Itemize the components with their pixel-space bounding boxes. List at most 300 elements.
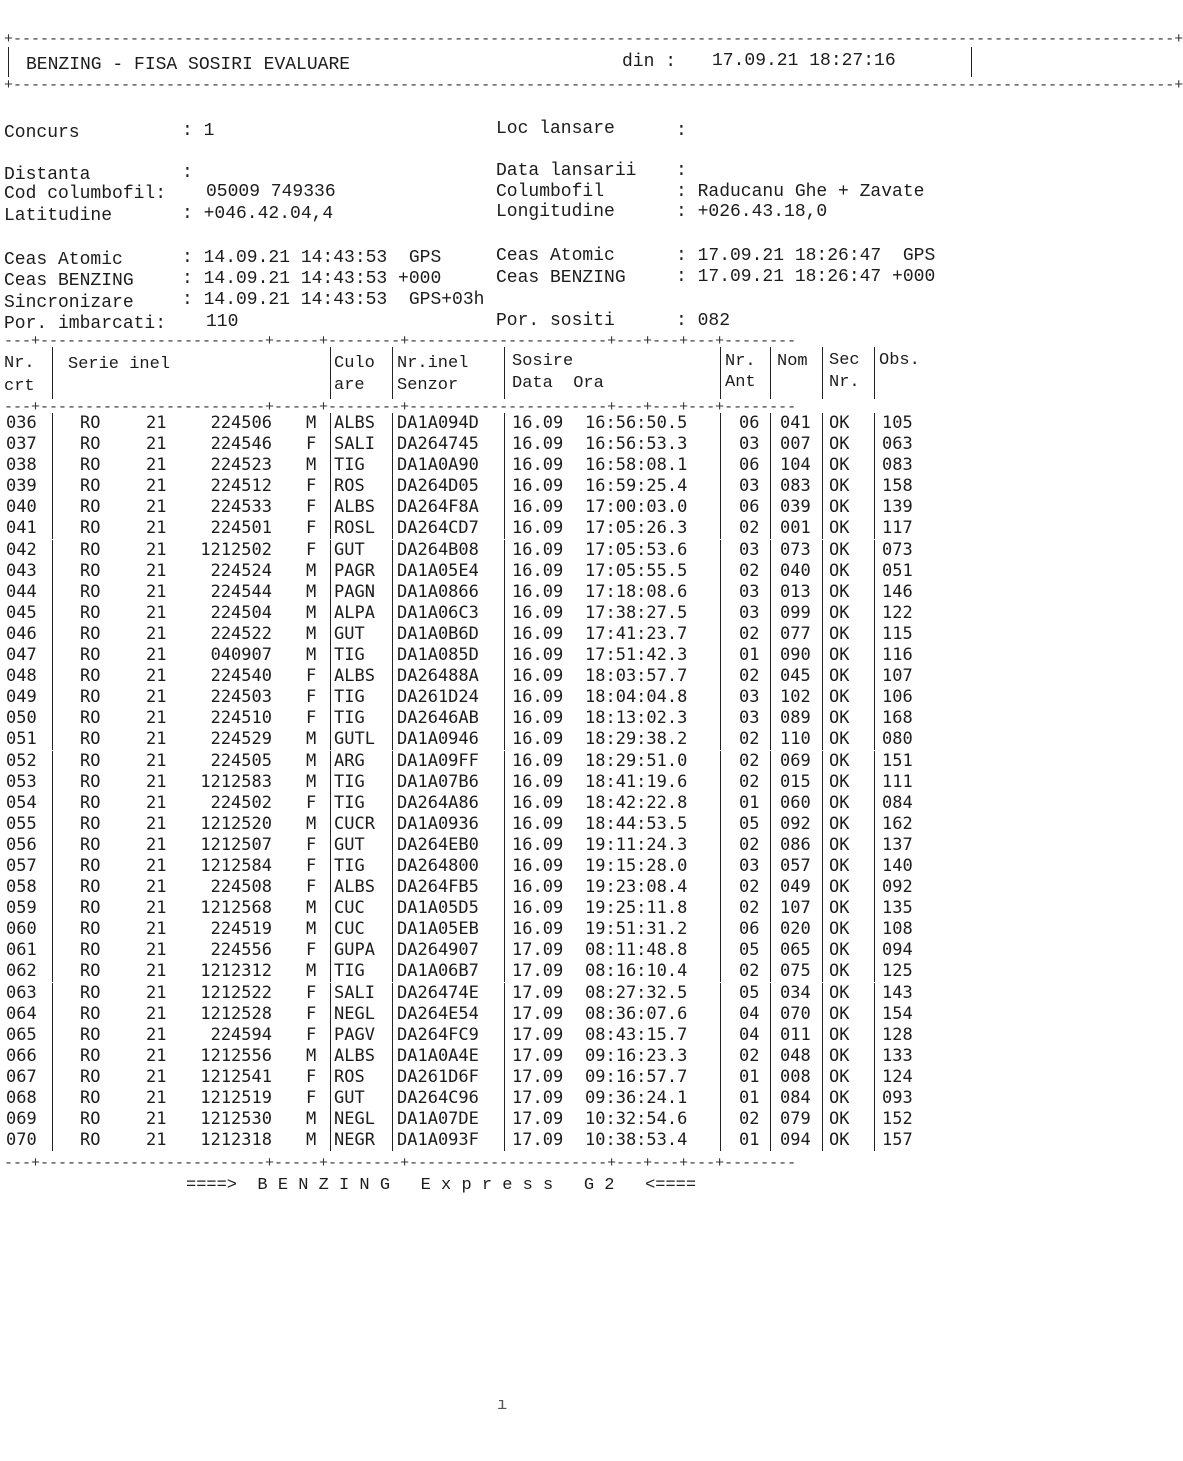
col-sec-line1: Sec bbox=[829, 351, 860, 370]
row-sec: OK bbox=[829, 623, 850, 644]
row-arrival-time: 17:05:26.3 bbox=[585, 518, 688, 539]
row-sex: F bbox=[306, 1024, 317, 1045]
row-arrival-time: 08:16:10.4 bbox=[585, 961, 688, 982]
row-obs: 154 bbox=[882, 1003, 913, 1024]
longitudine-value: : +026.43.18,0 bbox=[676, 202, 828, 222]
col-sosire-line1: Sosire bbox=[512, 352, 574, 371]
porumbei-imbarcati-label: Por. imbarcati: bbox=[4, 314, 167, 334]
row-arrival-date: 17.09 bbox=[512, 1045, 564, 1066]
row-separator-6 bbox=[770, 624, 771, 645]
longitudine-label: Longitudine bbox=[496, 202, 615, 222]
columbofil-label: Columbofil bbox=[496, 182, 605, 202]
row-nom: 020 bbox=[780, 919, 811, 940]
table-row bbox=[0, 541, 1024, 562]
row-nr: 048 bbox=[6, 666, 37, 687]
row-separator-6 bbox=[770, 1109, 771, 1130]
row-arrival-time: 18:13:02.3 bbox=[585, 708, 688, 729]
row-separator-4 bbox=[504, 983, 505, 1004]
row-sex: M bbox=[306, 581, 317, 602]
row-ring-number: 224544 bbox=[210, 581, 272, 602]
row-sec: OK bbox=[829, 518, 850, 539]
row-separator-7 bbox=[822, 961, 823, 982]
row-separator-7 bbox=[822, 540, 823, 561]
row-arrival-date: 16.09 bbox=[512, 898, 564, 919]
row-separator-6 bbox=[770, 455, 771, 476]
row-antenna: 06 bbox=[739, 919, 760, 940]
header-sep-2 bbox=[330, 347, 331, 399]
row-arrival-time: 18:29:38.2 bbox=[585, 729, 688, 750]
row-nom: 034 bbox=[780, 982, 811, 1003]
row-color: PAGN bbox=[334, 581, 375, 602]
row-separator-6 bbox=[770, 856, 771, 877]
row-nr: 065 bbox=[6, 1024, 37, 1045]
row-chip-id: DA264745 bbox=[397, 434, 479, 455]
row-nom: 045 bbox=[780, 666, 811, 687]
row-nr: 046 bbox=[6, 623, 37, 644]
row-separator-5 bbox=[720, 835, 721, 856]
row-separator-8 bbox=[874, 497, 875, 518]
row-sec: OK bbox=[829, 961, 850, 982]
row-arrival-time: 10:38:53.4 bbox=[585, 1130, 688, 1151]
table-row bbox=[0, 773, 1024, 794]
row-sec: OK bbox=[829, 602, 850, 623]
row-separator-3 bbox=[392, 518, 393, 539]
row-country: RO bbox=[80, 623, 101, 644]
row-antenna: 03 bbox=[739, 708, 760, 729]
row-separator-3 bbox=[392, 666, 393, 687]
row-arrival-date: 17.09 bbox=[512, 1109, 564, 1130]
row-separator-1 bbox=[52, 729, 53, 750]
row-separator-7 bbox=[822, 877, 823, 898]
row-arrival-time: 17:05:55.5 bbox=[585, 560, 688, 581]
row-separator-6 bbox=[770, 983, 771, 1004]
table-row bbox=[0, 962, 1024, 983]
row-separator-5 bbox=[720, 793, 721, 814]
row-separator-2 bbox=[330, 898, 331, 919]
row-arrival-date: 16.09 bbox=[512, 602, 564, 623]
row-separator-6 bbox=[770, 603, 771, 624]
row-separator-4 bbox=[504, 434, 505, 455]
row-separator-4 bbox=[504, 940, 505, 961]
row-separator-7 bbox=[822, 751, 823, 772]
row-nom: 048 bbox=[780, 1045, 811, 1066]
table-row bbox=[0, 646, 1024, 667]
row-antenna: 03 bbox=[739, 602, 760, 623]
table-row bbox=[0, 794, 1024, 815]
row-country: RO bbox=[80, 434, 101, 455]
row-obs: 108 bbox=[882, 919, 913, 940]
col-nr-ant-line2: Ant bbox=[725, 373, 756, 392]
ceas-benzing-start-label: Ceas BENZING bbox=[4, 271, 134, 291]
row-separator-5 bbox=[720, 413, 721, 434]
row-separator-6 bbox=[770, 877, 771, 898]
row-separator-4 bbox=[504, 1025, 505, 1046]
row-year: 21 bbox=[146, 645, 167, 666]
row-color: TIG bbox=[334, 455, 365, 476]
data-lansarii-label: Data lansarii bbox=[496, 161, 637, 181]
row-nom: 083 bbox=[780, 476, 811, 497]
row-sec: OK bbox=[829, 455, 850, 476]
row-separator-1 bbox=[52, 940, 53, 961]
row-nr: 040 bbox=[6, 497, 37, 518]
row-sex: F bbox=[306, 1088, 317, 1108]
row-arrival-time: 16:56:50.5 bbox=[585, 413, 688, 433]
row-separator-5 bbox=[720, 877, 721, 898]
table-row bbox=[0, 625, 1024, 646]
row-color: CUCR bbox=[334, 813, 375, 834]
row-year: 21 bbox=[146, 560, 167, 581]
row-arrival-time: 18:42:22.8 bbox=[585, 792, 688, 813]
row-obs: 083 bbox=[882, 455, 913, 476]
row-country: RO bbox=[80, 855, 101, 876]
col-nom: Nom bbox=[777, 352, 808, 371]
row-year: 21 bbox=[146, 413, 167, 433]
row-color: ROS bbox=[334, 476, 365, 497]
table-row bbox=[0, 1047, 1024, 1068]
row-chip-id: DA264800 bbox=[397, 855, 479, 876]
table-row bbox=[0, 920, 1024, 941]
row-ring-number: 1212520 bbox=[200, 813, 272, 834]
row-color: TIG bbox=[334, 961, 365, 982]
row-antenna: 01 bbox=[739, 645, 760, 666]
table-row bbox=[0, 435, 1024, 456]
row-arrival-date: 17.09 bbox=[512, 1003, 564, 1024]
row-arrival-date: 16.09 bbox=[512, 708, 564, 729]
row-separator-3 bbox=[392, 877, 393, 898]
row-separator-2 bbox=[330, 624, 331, 645]
row-obs: 106 bbox=[882, 687, 913, 708]
row-separator-3 bbox=[392, 1109, 393, 1130]
row-nr: 066 bbox=[6, 1045, 37, 1066]
row-separator-4 bbox=[504, 961, 505, 982]
porumbei-sositi-label: Por. sositi bbox=[496, 311, 615, 331]
row-country: RO bbox=[80, 708, 101, 729]
title-box-left-bar bbox=[8, 47, 9, 77]
row-antenna: 05 bbox=[739, 940, 760, 961]
row-nr: 050 bbox=[6, 708, 37, 729]
row-separator-7 bbox=[822, 687, 823, 708]
row-nr: 042 bbox=[6, 539, 37, 560]
row-sex: M bbox=[306, 771, 317, 792]
row-separator-1 bbox=[52, 518, 53, 539]
row-sec: OK bbox=[829, 581, 850, 602]
row-separator-4 bbox=[504, 497, 505, 518]
row-separator-6 bbox=[770, 434, 771, 455]
row-country: RO bbox=[80, 455, 101, 476]
row-sec: OK bbox=[829, 1088, 850, 1108]
row-arrival-date: 16.09 bbox=[512, 539, 564, 560]
row-sec: OK bbox=[829, 476, 850, 497]
row-obs: 137 bbox=[882, 834, 913, 855]
row-obs: 092 bbox=[882, 877, 913, 898]
row-separator-8 bbox=[874, 751, 875, 772]
row-sex: F bbox=[306, 708, 317, 729]
row-sec: OK bbox=[829, 940, 850, 961]
row-arrival-date: 16.09 bbox=[512, 666, 564, 687]
row-separator-1 bbox=[52, 814, 53, 835]
table-row bbox=[0, 941, 1024, 962]
row-separator-8 bbox=[874, 603, 875, 624]
row-sec: OK bbox=[829, 434, 850, 455]
row-separator-7 bbox=[822, 645, 823, 666]
row-separator-1 bbox=[52, 687, 53, 708]
document-title: BENZING - FISA SOSIRI EVALUARE bbox=[26, 55, 351, 75]
row-country: RO bbox=[80, 413, 101, 433]
row-antenna: 01 bbox=[739, 1130, 760, 1151]
row-year: 21 bbox=[146, 708, 167, 729]
row-country: RO bbox=[80, 898, 101, 919]
table-row bbox=[0, 414, 1024, 435]
row-separator-5 bbox=[720, 687, 721, 708]
row-separator-7 bbox=[822, 793, 823, 814]
row-arrival-time: 17:41:23.7 bbox=[585, 623, 688, 644]
row-chip-id: DA264EB0 bbox=[397, 834, 479, 855]
row-chip-id: DA1A094D bbox=[397, 413, 479, 433]
row-separator-6 bbox=[770, 561, 771, 582]
row-sex: M bbox=[306, 750, 317, 771]
row-ring-number: 1212583 bbox=[200, 771, 272, 792]
row-separator-2 bbox=[330, 497, 331, 518]
row-separator-1 bbox=[52, 603, 53, 624]
row-separator-7 bbox=[822, 666, 823, 687]
row-arrival-time: 16:56:53.3 bbox=[585, 434, 688, 455]
row-separator-5 bbox=[720, 434, 721, 455]
row-antenna: 02 bbox=[739, 877, 760, 898]
row-sex: M bbox=[306, 729, 317, 750]
loc-lansare-value: : bbox=[676, 121, 687, 141]
row-arrival-date: 16.09 bbox=[512, 434, 564, 455]
row-sec: OK bbox=[829, 1066, 850, 1087]
row-country: RO bbox=[80, 476, 101, 497]
row-separator-1 bbox=[52, 497, 53, 518]
row-nr: 037 bbox=[6, 434, 37, 455]
row-ring-number: 224519 bbox=[210, 919, 272, 940]
row-separator-1 bbox=[52, 666, 53, 687]
row-separator-2 bbox=[330, 961, 331, 982]
row-separator-7 bbox=[822, 561, 823, 582]
row-arrival-date: 16.09 bbox=[512, 623, 564, 644]
row-separator-3 bbox=[392, 1025, 393, 1046]
row-ring-number: 224506 bbox=[210, 413, 272, 433]
row-obs: 146 bbox=[882, 581, 913, 602]
row-separator-2 bbox=[330, 835, 331, 856]
row-separator-8 bbox=[874, 983, 875, 1004]
row-separator-5 bbox=[720, 708, 721, 729]
row-color: ARG bbox=[334, 750, 365, 771]
table-row bbox=[0, 878, 1024, 899]
row-obs: 162 bbox=[882, 813, 913, 834]
row-nr: 044 bbox=[6, 581, 37, 602]
col-sec-line2: Nr. bbox=[829, 373, 860, 392]
row-separator-7 bbox=[822, 1025, 823, 1046]
row-nom: 084 bbox=[780, 1088, 811, 1108]
row-country: RO bbox=[80, 645, 101, 666]
row-obs: 133 bbox=[882, 1045, 913, 1066]
row-separator-3 bbox=[392, 961, 393, 982]
row-ring-number: 224512 bbox=[210, 476, 272, 497]
row-chip-id: DA1A07B6 bbox=[397, 771, 479, 792]
row-year: 21 bbox=[146, 750, 167, 771]
row-nom: 102 bbox=[780, 687, 811, 708]
row-obs: 073 bbox=[882, 539, 913, 560]
row-year: 21 bbox=[146, 813, 167, 834]
row-separator-4 bbox=[504, 413, 505, 434]
table-row bbox=[0, 899, 1024, 920]
row-separator-6 bbox=[770, 1088, 771, 1109]
row-arrival-date: 16.09 bbox=[512, 771, 564, 792]
row-color: ALBS bbox=[334, 413, 375, 433]
row-separator-1 bbox=[52, 772, 53, 793]
row-year: 21 bbox=[146, 1130, 167, 1151]
row-arrival-time: 16:59:25.4 bbox=[585, 476, 688, 497]
row-separator-8 bbox=[874, 877, 875, 898]
row-separator-4 bbox=[504, 835, 505, 856]
row-country: RO bbox=[80, 771, 101, 792]
row-separator-6 bbox=[770, 666, 771, 687]
row-ring-number: 224540 bbox=[210, 666, 272, 687]
row-separator-3 bbox=[392, 561, 393, 582]
porumbei-sositi-value: : 082 bbox=[676, 311, 731, 331]
distanta-label: Distanta bbox=[4, 165, 91, 185]
row-year: 21 bbox=[146, 961, 167, 982]
row-antenna: 04 bbox=[739, 1003, 760, 1024]
row-separator-7 bbox=[822, 708, 823, 729]
row-sec: OK bbox=[829, 560, 850, 581]
row-separator-4 bbox=[504, 455, 505, 476]
row-arrival-time: 18:03:57.7 bbox=[585, 666, 688, 687]
row-separator-4 bbox=[504, 1004, 505, 1025]
row-year: 21 bbox=[146, 476, 167, 497]
concurs-value: : 1 bbox=[182, 121, 215, 141]
row-separator-1 bbox=[52, 919, 53, 940]
porumbei-imbarcati-value: 110 bbox=[206, 312, 239, 332]
row-sex: M bbox=[306, 813, 317, 834]
row-separator-7 bbox=[822, 1088, 823, 1109]
row-separator-5 bbox=[720, 603, 721, 624]
row-separator-8 bbox=[874, 434, 875, 455]
row-arrival-time: 18:44:53.5 bbox=[585, 813, 688, 834]
row-chip-id: DA1A07DE bbox=[397, 1109, 479, 1130]
row-arrival-date: 16.09 bbox=[512, 581, 564, 602]
col-culoare-line2: are bbox=[334, 376, 365, 395]
row-obs: 135 bbox=[882, 898, 913, 919]
row-obs: 139 bbox=[882, 497, 913, 518]
row-ring-number: 1212556 bbox=[200, 1045, 272, 1066]
row-antenna: 02 bbox=[739, 666, 760, 687]
row-nr: 070 bbox=[6, 1130, 37, 1151]
table-row bbox=[0, 1068, 1024, 1089]
row-arrival-date: 16.09 bbox=[512, 497, 564, 518]
row-separator-1 bbox=[52, 582, 53, 603]
row-sex: F bbox=[306, 940, 317, 961]
row-separator-2 bbox=[330, 455, 331, 476]
row-color: NEGL bbox=[334, 1109, 375, 1130]
row-separator-6 bbox=[770, 772, 771, 793]
row-sec: OK bbox=[829, 855, 850, 876]
row-year: 21 bbox=[146, 792, 167, 813]
row-sex: F bbox=[306, 476, 317, 497]
row-ring-number: 040907 bbox=[210, 645, 272, 666]
row-nr: 041 bbox=[6, 518, 37, 539]
row-nr: 069 bbox=[6, 1109, 37, 1130]
row-sec: OK bbox=[829, 792, 850, 813]
header-sep-5 bbox=[720, 347, 721, 399]
row-chip-id: DA1A0936 bbox=[397, 813, 479, 834]
row-separator-1 bbox=[52, 877, 53, 898]
row-country: RO bbox=[80, 560, 101, 581]
row-sex: F bbox=[306, 1066, 317, 1087]
row-separator-7 bbox=[822, 1046, 823, 1067]
table-row bbox=[0, 815, 1024, 836]
row-separator-6 bbox=[770, 1130, 771, 1151]
row-chip-id: DA1A085D bbox=[397, 645, 479, 666]
header-sep-4 bbox=[504, 347, 505, 399]
table-row bbox=[0, 709, 1024, 730]
row-separator-3 bbox=[392, 1046, 393, 1067]
row-antenna: 02 bbox=[739, 834, 760, 855]
row-separator-1 bbox=[52, 793, 53, 814]
row-antenna: 06 bbox=[739, 497, 760, 518]
row-ring-number: 1212530 bbox=[200, 1109, 272, 1130]
row-sex: M bbox=[306, 1109, 317, 1130]
table-row bbox=[0, 1110, 1024, 1131]
row-arrival-time: 16:58:08.1 bbox=[585, 455, 688, 476]
row-nom: 039 bbox=[780, 497, 811, 518]
row-separator-4 bbox=[504, 1046, 505, 1067]
row-chip-id: DA261D24 bbox=[397, 687, 479, 708]
row-color: PAGR bbox=[334, 560, 375, 581]
row-arrival-date: 17.09 bbox=[512, 1066, 564, 1087]
row-obs: 107 bbox=[882, 666, 913, 687]
row-separator-1 bbox=[52, 1004, 53, 1025]
row-obs: 080 bbox=[882, 729, 913, 750]
row-separator-4 bbox=[504, 898, 505, 919]
row-chip-id: DA1A05E4 bbox=[397, 560, 479, 581]
col-nr-inel-line1: Nr.inel bbox=[397, 354, 469, 373]
row-separator-8 bbox=[874, 708, 875, 729]
row-separator-3 bbox=[392, 434, 393, 455]
row-country: RO bbox=[80, 1130, 101, 1151]
row-ring-number: 1212502 bbox=[200, 539, 272, 560]
row-separator-7 bbox=[822, 497, 823, 518]
row-separator-8 bbox=[874, 1109, 875, 1130]
row-country: RO bbox=[80, 1066, 101, 1087]
col-serie-inel: Serie inel bbox=[68, 355, 171, 374]
row-sec: OK bbox=[829, 1003, 850, 1024]
row-chip-id: DA1A0A4E bbox=[397, 1045, 479, 1066]
row-nom: 015 bbox=[780, 771, 811, 792]
row-nom: 007 bbox=[780, 434, 811, 455]
row-separator-4 bbox=[504, 751, 505, 772]
row-separator-1 bbox=[52, 708, 53, 729]
row-arrival-time: 19:15:28.0 bbox=[585, 855, 688, 876]
row-separator-7 bbox=[822, 898, 823, 919]
row-arrival-date: 17.09 bbox=[512, 940, 564, 961]
row-color: TIG bbox=[334, 771, 365, 792]
row-separator-5 bbox=[720, 814, 721, 835]
row-antenna: 02 bbox=[739, 1045, 760, 1066]
row-separator-5 bbox=[720, 666, 721, 687]
row-arrival-time: 19:23:08.4 bbox=[585, 877, 688, 898]
row-nom: 040 bbox=[780, 560, 811, 581]
row-sex: F bbox=[306, 518, 317, 539]
table-row bbox=[0, 752, 1024, 773]
row-color: NEGR bbox=[334, 1130, 375, 1151]
row-separator-3 bbox=[392, 708, 393, 729]
row-chip-id: DA26474E bbox=[397, 982, 479, 1003]
ceas-benzing-end-value: : 17.09.21 18:26:47 +000 bbox=[676, 267, 936, 287]
distanta-value: : bbox=[182, 163, 193, 183]
